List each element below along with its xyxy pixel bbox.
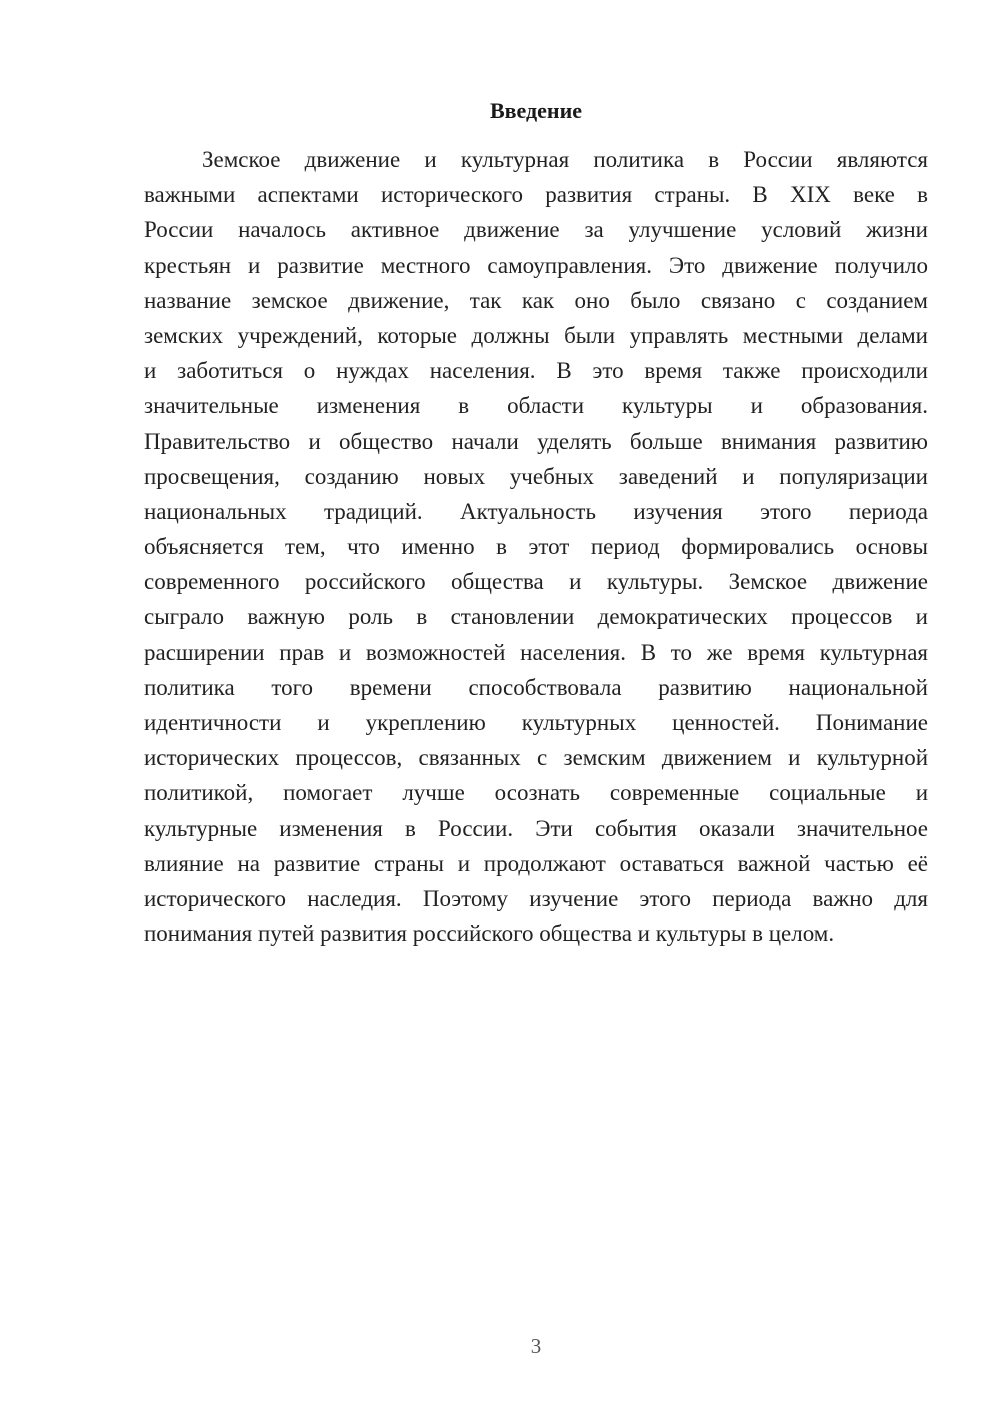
text-line: политика того времени способствовала развитию национальной — [144, 674, 928, 700]
text-line: влияние на развитие страны и продолжают оставаться важной частью её — [144, 850, 928, 876]
text-line: политикой, помогает лучше осознать современные социальные и — [144, 780, 928, 806]
text-line: идентичности и укреплению культурных ценностей. Понимание — [144, 710, 928, 735]
body-paragraph — [144, 142, 928, 951]
text-line: Правительство и общество начали уделять больше внимания развитию — [144, 428, 928, 454]
text-line: название земское движение, так как оно было связано с созданием — [144, 287, 928, 313]
text-line: значительные изменения в области культуры и образования. — [144, 393, 928, 419]
text-line: сыграло важную роль в становлении демократических процессов и — [144, 604, 928, 630]
text-line: национальных традиций. Актуальность изучения этого периода — [144, 498, 928, 524]
page-number: 3 — [530, 1334, 542, 1358]
text-line: и заботиться о нуждах населения. В это время также происходили — [144, 358, 928, 384]
text-line: объясняется тем, что именно в этот период формировались основы — [144, 534, 928, 560]
text-line: России началось активное движение за улучшение условий жизни — [144, 217, 928, 243]
text-line: земских учреждений, которые должны были управлять местными делами — [144, 322, 928, 348]
text-line: Земское движение и культурная политика в России являются — [202, 147, 928, 172]
text-line: современного российского общества и культуры. Земское движение — [144, 569, 928, 595]
text-line: важными аспектами исторического развития страны. В XIX веке в — [144, 182, 928, 208]
text-line: исторического наследия. Поэтому изучение этого периода важно для — [144, 885, 928, 911]
text-line: исторических процессов, связанных с земским движением и культурной — [144, 745, 928, 771]
text-line: культурные изменения в России. Эти события оказали значительное — [144, 815, 928, 841]
text-line: расширении прав и возможностей населения. В то же время культурная — [144, 639, 928, 665]
section-heading: Введение — [489, 98, 583, 123]
text-line: понимания путей развития российского общества и культуры в целом. — [144, 921, 835, 947]
text-line: просвещения, созданию новых учебных заведений и популяризации — [144, 463, 928, 489]
text-line: крестьян и развитие местного самоуправления. Это движение получило — [144, 252, 928, 278]
